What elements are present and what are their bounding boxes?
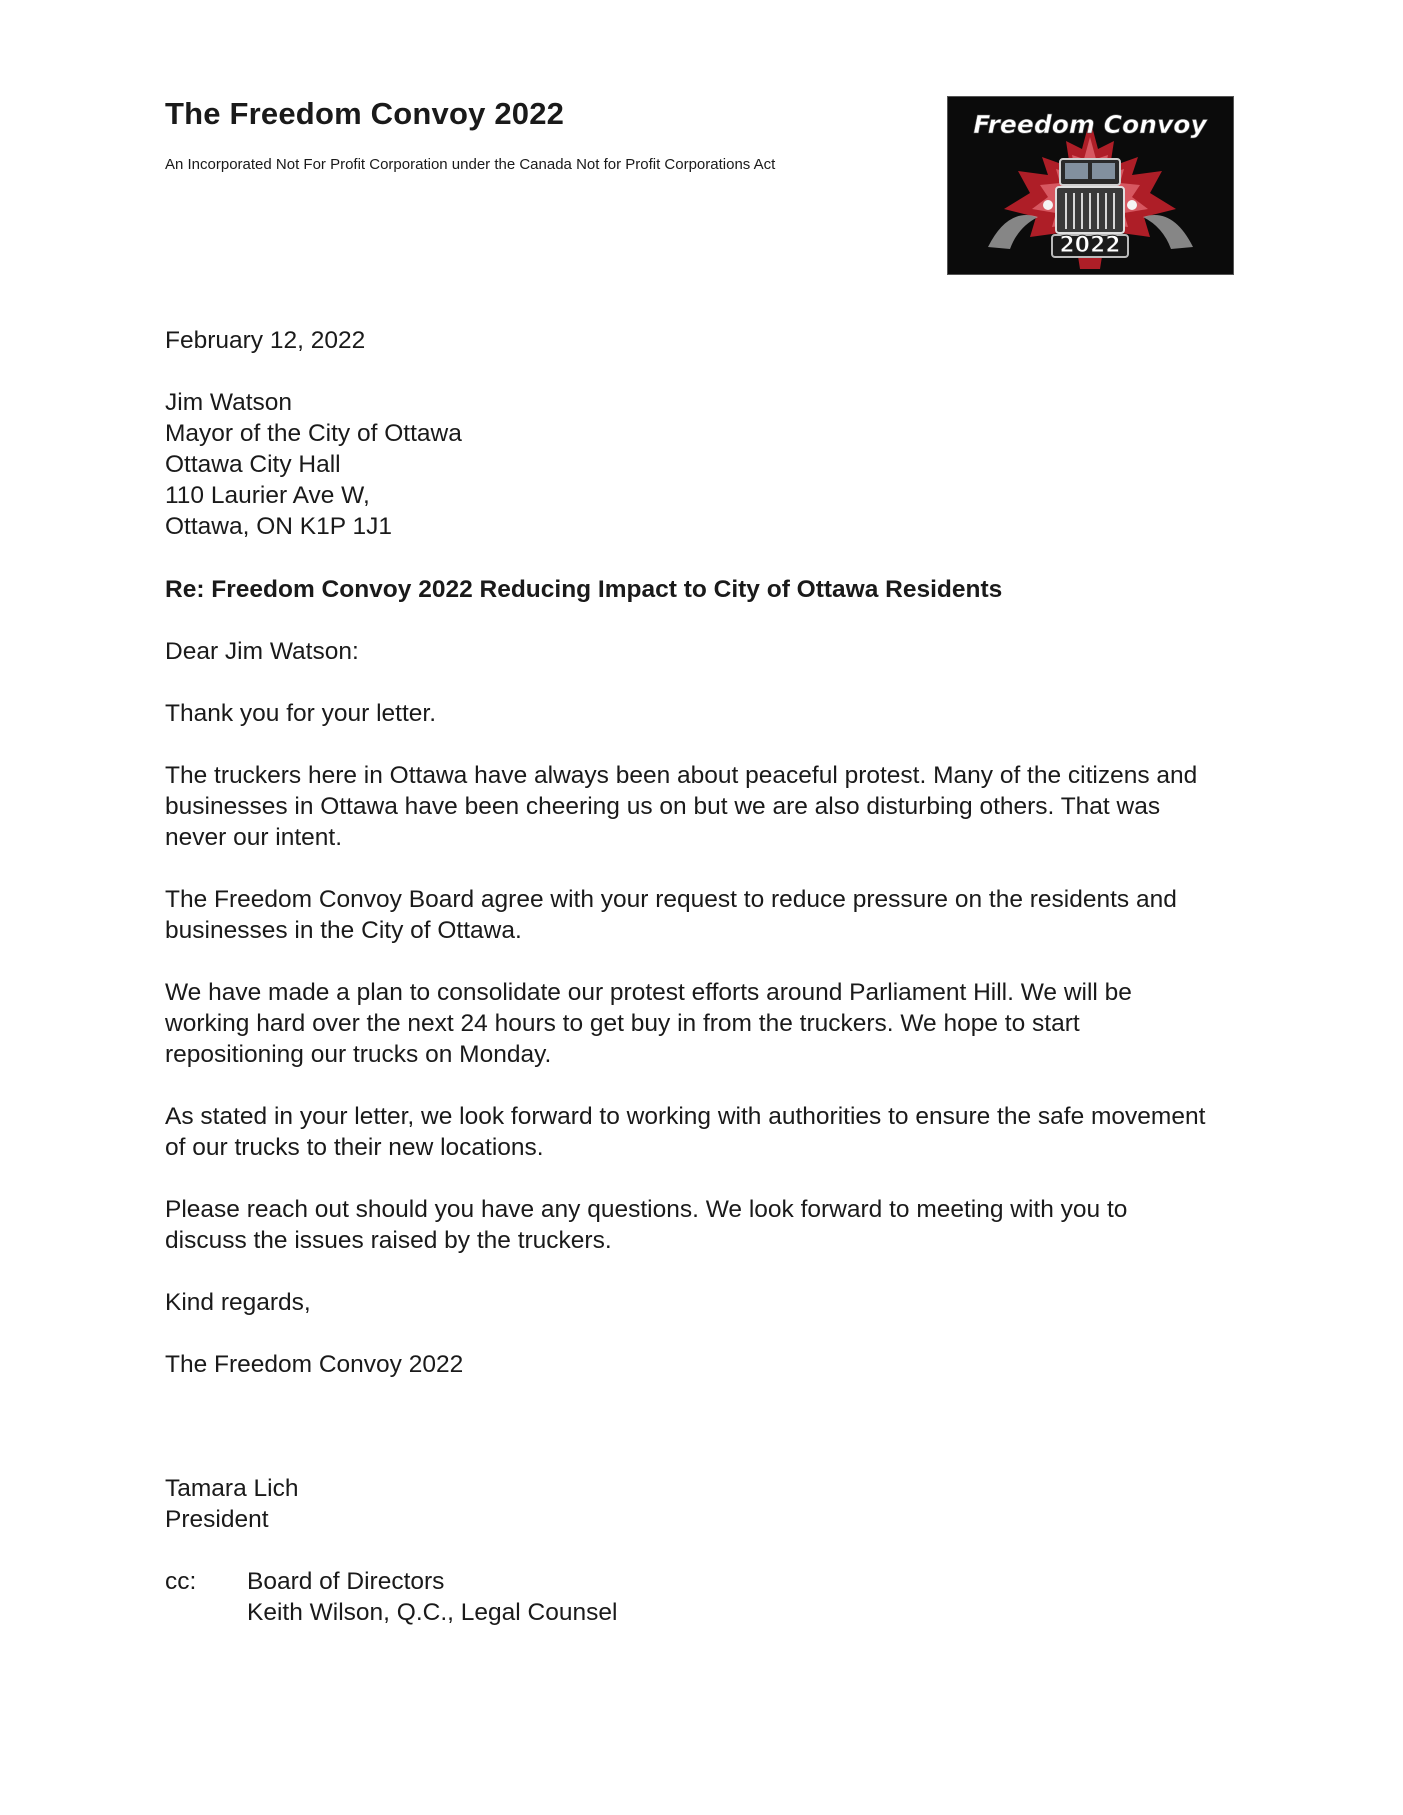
paragraph-line: The truckers here in Ottawa have always been about peaceful protest. Many of the citizens and [165, 762, 1198, 789]
cc-recipient: Board of Directors [247, 1568, 445, 1595]
paragraph-line: Please reach out should you have any questions. We look forward to meeting with you to [165, 1196, 1128, 1223]
body-paragraph [165, 977, 1132, 1070]
recipient-city: Ottawa, ON K1P 1J1 [165, 513, 392, 540]
recipient-address [165, 387, 462, 542]
body-paragraph [165, 760, 1197, 853]
paragraph-line: never our intent. [165, 824, 343, 851]
paragraph-line: The Freedom Convoy Board agree with your request to reduce pressure on the residents and [165, 886, 1177, 913]
recipient-building: Ottawa City Hall [165, 451, 341, 478]
signature-block [165, 1473, 298, 1535]
recipient-street: 110 Laurier Ave W, [165, 482, 370, 509]
body-paragraph [165, 1194, 1127, 1256]
letter-date: February 12, 2022 [165, 327, 366, 354]
signatory-title: President [165, 1506, 269, 1533]
signatory-name: Tamara Lich [165, 1475, 299, 1502]
recipient-title: Mayor of the City of Ottawa [165, 420, 462, 447]
organization-subtitle: An Incorporated Not For Profit Corporation under the Canada Not for Profit Corporations Act [165, 156, 776, 173]
freedom-convoy-logo [948, 97, 1233, 274]
paragraph-line: businesses in Ottawa have been cheering us on but we are also disturbing others. That was [165, 793, 1161, 820]
truck-maple-leaf-logo-icon [948, 97, 1233, 274]
organization-name: The Freedom Convoy 2022 [165, 96, 565, 131]
cc-recipient: Keith Wilson, Q.C., Legal Counsel [247, 1599, 618, 1626]
cc-list [247, 1566, 617, 1628]
body-paragraph [165, 1101, 1205, 1163]
paragraph-line: repositioning our trucks on Monday. [165, 1041, 552, 1068]
paragraph-line: working hard over the next 24 hours to get buy in from the truckers. We hope to start [165, 1010, 1080, 1037]
body-paragraph [165, 698, 436, 729]
logo-year: 2022 [1059, 233, 1121, 258]
closing: Kind regards, [165, 1289, 311, 1316]
salutation: Dear Jim Watson: [165, 638, 359, 665]
body-paragraph [165, 884, 1177, 946]
paragraph-line: of our trucks to their new locations. [165, 1134, 544, 1161]
subject-line: Re: Freedom Convoy 2022 Reducing Impact to City of Ottawa Residents [165, 576, 1003, 603]
paragraph-line: Thank you for your letter. [165, 700, 436, 727]
paragraph-line: We have made a plan to consolidate our protest efforts around Parliament Hill. We will be [165, 979, 1132, 1006]
sender-organization: The Freedom Convoy 2022 [165, 1351, 464, 1378]
cc-label: cc: [165, 1568, 197, 1595]
paragraph-line: As stated in your letter, we look forward to working with authorities to ensure the safe movement [165, 1103, 1206, 1130]
paragraph-line: discuss the issues raised by the truckers. [165, 1227, 612, 1254]
logo-title: Freedom Convoy [973, 110, 1207, 139]
paragraph-line: businesses in the City of Ottawa. [165, 917, 522, 944]
recipient-name: Jim Watson [165, 389, 293, 416]
